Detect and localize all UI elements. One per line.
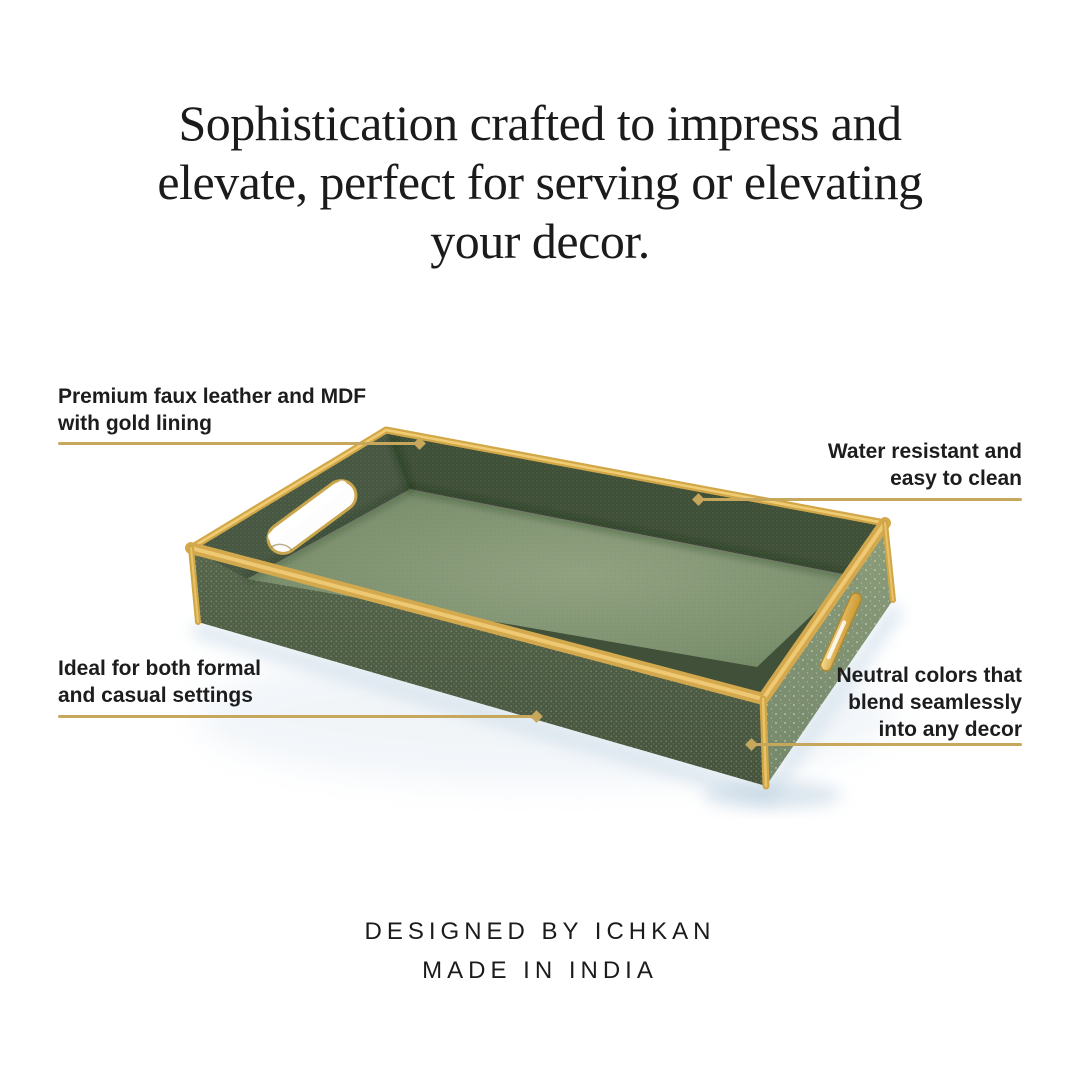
- tray-corner-shadow: [702, 782, 842, 808]
- callout-line-premium-material: [58, 442, 420, 445]
- headline-line-3: your decor.: [430, 213, 650, 269]
- callout-line-water-resistant: [699, 498, 1022, 501]
- callout-settings-line-2: and casual settings: [58, 684, 253, 707]
- footer-designed-by: DESIGNED BY ICHKAN: [364, 918, 716, 945]
- callout-water-resistant-line-1: Water resistant and: [827, 440, 1022, 463]
- callout-premium-material: [58, 383, 438, 437]
- callout-settings: [58, 655, 438, 709]
- callout-settings-line-1: Ideal for both formal: [58, 657, 262, 680]
- callout-line-settings: [58, 715, 537, 718]
- callout-premium-material-line-2: with gold lining: [58, 412, 212, 435]
- footer-made-in: MADE IN INDIA: [422, 957, 658, 984]
- headline-line-1: Sophistication crafted to impress and: [178, 95, 902, 151]
- callout-water-resistant-line-2: easy to clean: [890, 467, 1022, 490]
- callout-line-neutral-colors: [752, 743, 1022, 746]
- callout-neutral-colors-line-1: Neutral colors that: [836, 664, 1022, 687]
- callout-neutral-colors: [642, 662, 1022, 743]
- callout-neutral-colors-line-2: blend seamlessly: [848, 691, 1022, 714]
- callout-neutral-colors-line-3: into any decor: [878, 718, 1022, 741]
- callout-premium-material-line-1: Premium faux leather and MDF: [58, 385, 367, 408]
- headline-line-2: elevate, perfect for serving or elevating: [157, 154, 923, 210]
- callout-water-resistant: [642, 438, 1022, 492]
